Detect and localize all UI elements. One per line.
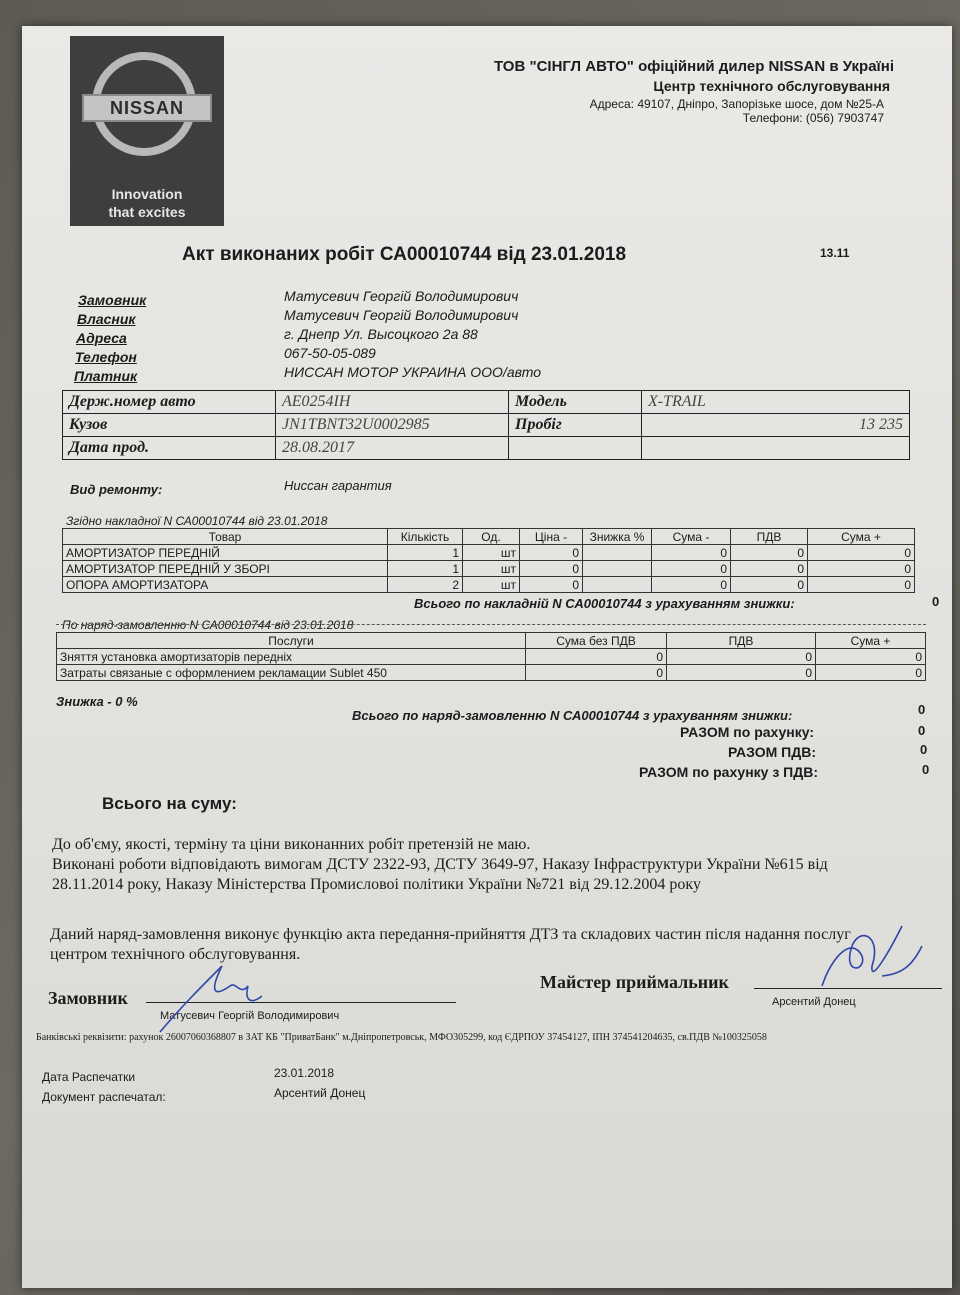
phone-value: 067-50-05-089: [284, 345, 376, 361]
part-name: АМОРТИЗАТОР ПЕРЕДНІЙ У ЗБОРІ: [63, 561, 388, 577]
services-total-label: Всього по наряд-замовленню N СА00010744 з урахуванням знижки:: [352, 708, 793, 723]
mileage-label: Пробіг: [509, 414, 642, 437]
printed-by-value: Арсентий Донец: [274, 1086, 366, 1100]
owner-value: Матусевич Георгій Володимирович: [284, 307, 519, 323]
plate-label: Держ.номер авто: [63, 391, 276, 414]
part-total: 0: [808, 577, 915, 593]
col-sum: Сума -: [652, 529, 731, 545]
parts-total-label: Всього по накладній N СА00010744 з урахуванням знижки:: [414, 596, 795, 611]
print-date-value: 23.01.2018: [274, 1066, 335, 1080]
parts-table: [62, 528, 915, 593]
part-sum: 0: [652, 561, 731, 577]
address-label: Адреса: [76, 330, 127, 346]
part-total: 0: [808, 561, 915, 577]
part-vat: 0: [731, 577, 808, 593]
total-vat-value: 0: [920, 742, 928, 757]
model-value: X-TRAIL: [642, 391, 910, 414]
repair-type-value: Ниссан гарантия: [284, 478, 392, 493]
body-value: JN1TBNT32U0002985: [276, 414, 509, 437]
document-revision: 13.11: [820, 246, 850, 260]
col-goods: Товар: [63, 529, 388, 545]
part-unit: шт: [463, 561, 520, 577]
services-table: [56, 632, 926, 681]
customer-value: Матусевич Георгій Володимирович: [284, 288, 519, 304]
company-phones: Телефони: (056) 7903747: [742, 111, 884, 125]
company-address: Адреса: 49107, Дніпро, Запорізьке шосе, дом №25-А: [589, 97, 884, 111]
parts-total-value: 0: [932, 594, 940, 609]
part-price: 0: [520, 577, 583, 593]
part-discount: [583, 577, 652, 593]
col-total: Сума +: [816, 633, 926, 649]
payer-label: Платник: [74, 368, 138, 384]
table-header-row: [57, 633, 926, 649]
part-total: 0: [808, 545, 915, 561]
customer-label: Замовник: [78, 292, 147, 308]
col-price: Ціна -: [520, 529, 583, 545]
col-services: Послуги: [57, 633, 526, 649]
table-row: [63, 561, 915, 577]
sale-date-value: 28.08.2017: [276, 437, 509, 460]
statement-line-2: Виконані роботи відповідають вимогам ДСТУ 2322-93, ДСТУ 3649-97, Наказу Інфраструктури України №615 від: [52, 856, 828, 873]
payer-value: НИССАН МОТОР УКРАИНА ООО/авто: [284, 364, 542, 380]
printed-by-label: Документ распечатал:: [42, 1090, 166, 1104]
table-row: [63, 545, 915, 561]
bank-details: Банківські реквізити: рахунок 26007060368807 в ЗАТ КБ "ПриватБанк" м.Дніпропетровськ, МФО305299, код ЄДРПОУ 37454127, ІПН 374541204635, св.ПДВ №100325058: [36, 1032, 767, 1043]
phone-label: Телефон: [75, 349, 137, 365]
statement-line-3: 28.11.2014 року, Наказу Міністерства Промисловоі політики України №721 від 29.12.2004 року: [52, 876, 701, 893]
col-vat: ПДВ: [731, 529, 808, 545]
statement-line-1: До об'єму, якості, терміну та ціни виконанних робіт претензій не маю.: [52, 836, 531, 853]
customer-signature-label: Замовник: [48, 988, 128, 1008]
logo-brand: NISSAN: [82, 94, 212, 122]
col-total: Сума +: [808, 529, 915, 545]
col-discount: Знижка %: [583, 529, 652, 545]
part-unit: шт: [463, 577, 520, 593]
service-sum: 0: [526, 649, 667, 665]
customer-signature: [152, 956, 272, 1036]
table-row: [63, 437, 910, 460]
customer-signature-name: Матусевич Георгій Володимирович: [160, 1010, 340, 1022]
service-vat: 0: [667, 665, 816, 681]
service-name: Затраты связаные с оформлением рекламации Sublet 450: [57, 665, 526, 681]
total-invoice-label: РАЗОМ по рахунку:: [680, 724, 814, 740]
part-vat: 0: [731, 561, 808, 577]
total-vat-label: РАЗОМ ПДВ:: [727, 744, 816, 760]
model-label: Модель: [509, 391, 642, 414]
service-name: Зняття установка амортизаторів передніх: [57, 649, 526, 665]
document-title: Акт виконаних робіт СА00010744 від 23.01.2018: [182, 244, 627, 265]
repair-type-label: Вид ремонту:: [70, 482, 163, 497]
part-discount: [583, 545, 652, 561]
mileage-value: 13 235: [642, 414, 910, 437]
part-sum: 0: [652, 545, 731, 561]
part-sum: 0: [652, 577, 731, 593]
part-unit: шт: [463, 545, 520, 561]
table-header-row: [63, 529, 915, 545]
part-price: 0: [520, 545, 583, 561]
print-date-label: Дата Распечатки: [42, 1070, 136, 1084]
table-row: [63, 577, 915, 593]
statement-line-5: центром технічного обслуговування.: [50, 946, 301, 963]
master-signature: [812, 916, 932, 1006]
table-row: [57, 665, 926, 681]
master-signature-name: Арсентий Донец: [772, 996, 856, 1008]
service-total: 0: [816, 665, 926, 681]
sum-label: Всього на суму:: [102, 794, 237, 813]
col-vat: ПДВ: [667, 633, 816, 649]
part-price: 0: [520, 561, 583, 577]
discount-label: Знижка - 0 %: [56, 694, 138, 709]
company-subtitle: Центр технічного обслуговування: [653, 78, 890, 94]
part-qty: 2: [388, 577, 463, 593]
statement-line-4: Даний наряд-замовлення виконує функцію акта передання-прийняття ДТЗ та складових частин після надання послуг: [50, 926, 851, 943]
service-total: 0: [816, 649, 926, 665]
table-row: [63, 414, 910, 437]
parts-caption: Згідно накладної N СА00010744 від 23.01.2018: [66, 514, 328, 528]
company-name: ТОВ "СІНГЛ АВТО" офіційний дилер NISSAN в Україні: [494, 58, 894, 75]
service-sum: 0: [526, 665, 667, 681]
document-page: [22, 26, 952, 1288]
part-name: ОПОРА АМОРТИЗАТОРА: [63, 577, 388, 593]
vehicle-table: [62, 390, 910, 460]
col-unit: Од.: [463, 529, 520, 545]
logo-tagline-1: Innovation: [111, 186, 183, 202]
divider: [56, 624, 926, 625]
services-caption: По наряд-замовленню N СА00010744 від 23.01.2018: [62, 618, 354, 632]
col-sum-no-vat: Сума без ПДВ: [526, 633, 667, 649]
part-vat: 0: [731, 545, 808, 561]
part-qty: 1: [388, 561, 463, 577]
part-discount: [583, 561, 652, 577]
logo-tagline-2: that excites: [108, 204, 186, 220]
service-vat: 0: [667, 649, 816, 665]
table-row: [57, 649, 926, 665]
table-row: [63, 391, 910, 414]
plate-value: AE0254IH: [276, 391, 509, 414]
part-qty: 1: [388, 545, 463, 561]
address-value: г. Днепр Ул. Высоцкого 2а 88: [284, 326, 478, 342]
part-name: АМОРТИЗАТОР ПЕРЕДНІЙ: [63, 545, 388, 561]
total-with-vat-label: РАЗОМ по рахунку з ПДВ:: [638, 764, 818, 780]
nissan-logo: [70, 36, 224, 226]
services-total-value: 0: [918, 702, 926, 717]
sale-date-label: Дата прод.: [63, 437, 276, 460]
master-signature-label: Майстер приймальник: [540, 972, 729, 992]
body-label: Кузов: [63, 414, 276, 437]
total-with-vat-value: 0: [922, 762, 930, 777]
total-invoice-value: 0: [918, 723, 926, 738]
owner-label: Власник: [77, 311, 136, 327]
col-quantity: Кількість: [388, 529, 463, 545]
